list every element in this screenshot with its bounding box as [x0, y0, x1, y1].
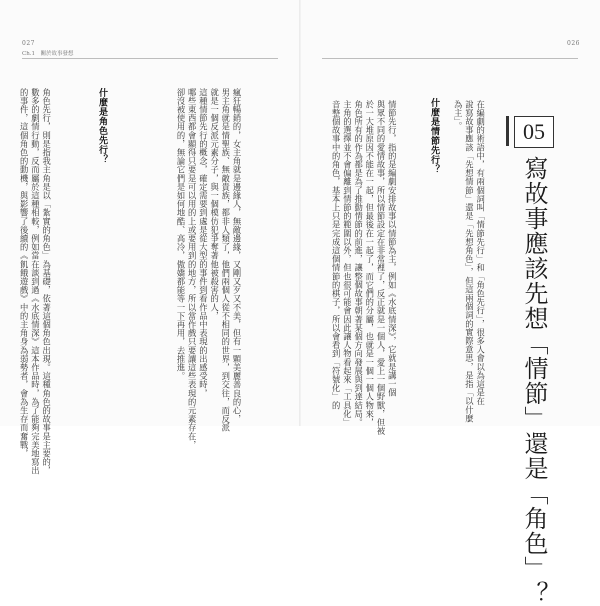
text-column: 哪些東西都會顯得只要是可以用的上或要用到的地方，所以當作戲只要讓這些表現的元素存在， — [187, 88, 198, 450]
right-intro — [452, 100, 486, 423]
left-body-before — [175, 88, 242, 450]
text-column: 數多的劇情行動，反而屬於這種相較，例如當在談到過《水底情深》這本作品時，為了能夠完美地寫出 — [30, 88, 41, 475]
text-column: 男主角就是情聖族、無敵貴族，都非人類了，他們兩個人從不相同的世界，到交往，而反派 — [220, 88, 231, 432]
text-column: 瘋狂暢銷的，女主角就是邊緣人，無敵邊緣，又剛又歹又不美，但有一顆美麗善良的心， — [232, 88, 242, 424]
right-body — [330, 100, 398, 436]
left-page — [0, 0, 300, 475]
right-page — [300, 0, 600, 436]
left-section-heading: 什麼是角色先行？ — [97, 88, 107, 164]
text-column: 就是一個反派元素分子，與一個模仿犯爭奪著他被殺害的人， — [209, 88, 220, 321]
text-column: 與眾不同的愛情故事，所以情節設定在非常裡了，反正就是一個人，愛上一個野獸，但被 — [376, 100, 387, 436]
left-body-after — [18, 88, 52, 475]
text-column: 這種情節先行的概念，確定需要到處是從大型的事件到看作品中表現的出感受時， — [198, 88, 209, 398]
right-header-rule — [322, 58, 578, 59]
chapter-title: 寫故事應該先想「情節」還是「角色」？ — [520, 156, 548, 606]
text-column: 角色所有的作為都是為了推動情節的前進，讓整個故事朝著某個方向發展與到達結局。 — [353, 100, 364, 427]
left-chapter-label: Ch.1 關於故事發想 — [22, 51, 74, 57]
chapter-number: 05 — [514, 116, 554, 148]
text-column: 卻沒被使用的，無論它們是如何地酷、高冷，傲嬌都能等一下再用，去推進。 — [175, 88, 186, 381]
right-page-number: 026 — [567, 40, 580, 47]
text-column: 情節先行，指的是編劇安排故事以情節為主，例如《水底情深》，它就是講一個 — [387, 100, 398, 397]
left-page-number: 027 — [22, 40, 35, 47]
chapter-accent-bar — [506, 116, 509, 146]
right-section-heading: 什麼是情節先行？ — [429, 98, 439, 174]
text-column: 於一大堆原因不能在一起，但最後在一起了，而它們的分屬，也就是一個一個人物來， — [364, 100, 375, 427]
text-column: 在編劇的術語中，有兩個詞叫「情節先行」和「角色先行」，很多人會以為這是在 — [475, 100, 486, 406]
left-header-rule — [22, 58, 278, 59]
text-column: 角色先行，則是指我主角是以「紮實的角色」為基礎，依著這個角色出現。這種角色的故事是主要的， — [41, 88, 52, 475]
text-column: 主角的選擇並不會偏離到情節的範圍以外，但也很可能會因此讓人物看起來「工具化」 — [342, 100, 353, 427]
text-column: 說寫故事應該「先想情節」還是「先想角色」，但這兩個詞的實際意思，是指「以什麼 — [464, 100, 475, 423]
text-column: 為主」。 — [453, 100, 464, 131]
text-column: 的事件，這個角色的動機，與影響了後續的《飢餓遊戲》中的主角身為弱勢者，會為生存而奮戰， — [19, 88, 30, 458]
text-column: 音整個故事中的角色，基本上只是完成這個情節的棋子，所以會看到「符號化」的 — [331, 100, 342, 410]
